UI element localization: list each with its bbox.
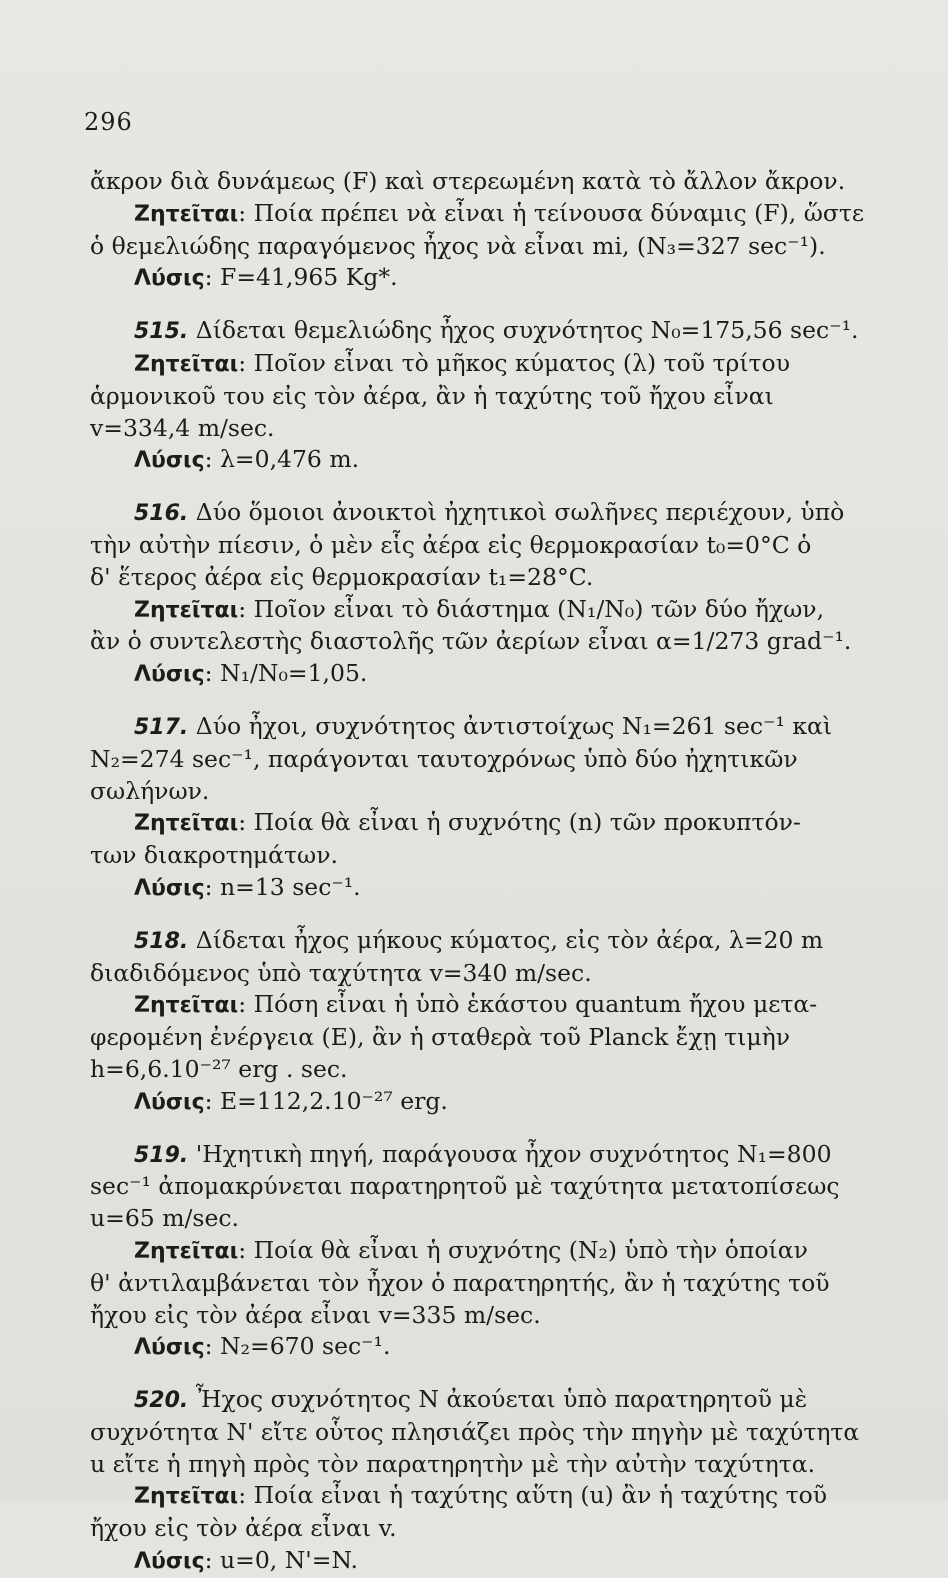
question-line: φερομένη ἐνέργεια (E), ἂν ἡ σταθερὰ τοῦ Planck ἔχῃ τιμὴν <box>90 1023 791 1052</box>
problem-line <box>90 315 870 348</box>
zeteitai-label: Ζητεῖται <box>134 811 239 837</box>
question-line <box>90 989 870 1022</box>
problem-number: 520. <box>134 1388 189 1414</box>
problem-text: Δύο ὅμοιοι ἀνοικτοὶ ἠχητικοὶ σωλῆνες περιέχουν, ὑπὸ <box>188 498 845 527</box>
question-line: h=6,6.10⁻²⁷ erg . sec. <box>90 1054 348 1083</box>
zeteitai-label: Ζητεῖται <box>134 597 239 623</box>
question-line: των διακροτημάτων. <box>90 841 338 870</box>
question-line <box>90 594 870 627</box>
page-number: 296 <box>84 108 133 136</box>
solution-line <box>90 1331 870 1364</box>
question-text: : Ποῖον εἶναι τὸ μῆκος κύματος (λ) τοῦ τρίτου <box>238 348 790 377</box>
problem-520 <box>90 1384 870 1578</box>
problem-number: 519. <box>134 1142 189 1168</box>
lysis-label: Λύσις <box>134 875 205 901</box>
zeteitai-label: Ζητεῖται <box>134 201 239 227</box>
problem-line: συχνότητα N' εἴτε οὗτος πλησιάζει πρὸς τὴν πηγὴν μὲ ταχύτητα <box>90 1417 860 1446</box>
zeteitai-label: Ζητεῖται <box>134 1238 239 1264</box>
problem-line: sec⁻¹ ἀπομακρύνεται παρατηρητοῦ μὲ ταχύτητα μετατοπίσεως <box>90 1172 840 1201</box>
solution-line <box>90 1545 870 1578</box>
problem-line: δ' ἕτερος ἀέρα εἰς θερμοκρασίαν t₁=28°C. <box>90 562 594 591</box>
question-line <box>90 807 870 840</box>
question-line: ἂν ὁ συντελεστὴς διαστολῆς τῶν ἀερίων εἶναι α=1/273 grad⁻¹. <box>90 627 852 656</box>
question-line: ἁρμονικοῦ του εἰς τὸν ἀέρα, ἂν ἡ ταχύτης τοῦ ἤχου εἶναι <box>90 381 774 410</box>
zeteitai-label: Ζητεῖται <box>134 351 239 377</box>
problem-number: 515. <box>134 319 189 345</box>
problem-text: Δίδεται ἦχος μήκους κύματος, εἰς τὸν ἀέρα, λ=20 m <box>188 925 824 954</box>
problem-line: σωλήνων. <box>90 776 210 805</box>
question-line <box>90 348 870 381</box>
problem-516 <box>90 497 870 691</box>
solution-line <box>90 1086 870 1119</box>
solution-text: : n=13 sec⁻¹. <box>204 872 361 901</box>
question-text: : Ποία πρέπει νὰ εἶναι ἡ τείνουσα δύναμις (F), ὥστε <box>238 198 865 227</box>
solution-text: : λ=0,476 m. <box>204 445 360 474</box>
problem-number: 517. <box>134 714 189 740</box>
problem-line <box>90 1384 870 1417</box>
question-text: : Ποία θὰ εἶναι ἡ συχνότης (N₂) ὑπὸ τὴν ὁποίαν <box>238 1235 808 1264</box>
problem-line: διαδιδόμενος ὑπὸ ταχύτητα v=340 m/sec. <box>90 958 592 987</box>
problem-515 <box>90 315 870 477</box>
problem-line <box>90 925 870 958</box>
lysis-label: Λύσις <box>134 1335 205 1361</box>
lysis-label: Λύσις <box>134 448 205 474</box>
question-line: θ' ἀντιλαμβάνεται τὸν ἦχον ὁ παρατηρητής, ἂν ἡ ταχύτης τοῦ <box>90 1268 830 1297</box>
question-line: ἤχου εἰς τὸν ἀέρα εἶναι v. <box>90 1514 397 1543</box>
problem-519 <box>90 1139 870 1365</box>
lysis-label: Λύσις <box>134 1549 205 1575</box>
solution-text: : F=41,965 Kg*. <box>204 263 398 292</box>
question-line: ἤχου εἰς τὸν ἀέρα εἶναι v=335 m/sec. <box>90 1300 541 1329</box>
problem-514-continuation <box>90 166 870 295</box>
problem-text: Ἦχος συχνότητος N ἀκούεται ὑπὸ παρατηρητοῦ μὲ <box>188 1385 808 1414</box>
solution-text: : u=0, N'=N. <box>204 1546 358 1575</box>
problem-518 <box>90 925 870 1119</box>
zeteitai-label: Ζητεῖται <box>134 993 239 1019</box>
problem-line: τὴν αὐτὴν πίεσιν, ὁ μὲν εἷς ἀέρα εἰς θερμοκρασίαν t₀=0°C ὁ <box>90 530 812 559</box>
lysis-label: Λύσις <box>134 1089 205 1115</box>
question-line: ὁ θεμελιώδης παραγόμενος ἦχος νὰ εἶναι mi, (N₃=327 sec⁻¹). <box>90 231 826 260</box>
solution-line <box>90 872 870 905</box>
solution-text: : E=112,2.10⁻²⁷ erg. <box>204 1086 448 1115</box>
problem-text: Δίδεται θεμελιώδης ἦχος συχνότητος N₀=175,56 sec⁻¹. <box>188 316 859 345</box>
problem-line: u=65 m/sec. <box>90 1204 239 1233</box>
question-line <box>90 198 870 231</box>
question-text: : Ποῖον εἶναι τὸ διάστημα (N₁/N₀) τῶν δύο ἤχων, <box>238 594 825 623</box>
problem-number: 518. <box>134 928 189 954</box>
question-text: : Ποία θὰ εἶναι ἡ συχνότης (n) τῶν προκυπτόν- <box>238 808 801 837</box>
problem-line <box>90 497 870 530</box>
solution-line <box>90 444 870 477</box>
problem-number: 516. <box>134 501 189 527</box>
lysis-label: Λύσις <box>134 266 205 292</box>
problem-line: u εἴτε ἡ πηγὴ πρὸς τὸν παρατηρητὴν μὲ τὴν αὐτὴν ταχύτητα. <box>90 1449 816 1478</box>
solution-text: : N₂=670 sec⁻¹. <box>204 1332 391 1361</box>
problem-517 <box>90 711 870 905</box>
problem-line: N₂=274 sec⁻¹, παράγονται ταυτοχρόνως ὑπὸ δύο ἠχητικῶν <box>90 744 798 773</box>
problem-text: Δύο ἦχοι, συχνότητος ἀντιστοίχως N₁=261 sec⁻¹ καὶ <box>188 711 833 740</box>
zeteitai-label: Ζητεῖται <box>134 1484 239 1510</box>
problem-line <box>90 711 870 744</box>
problem-text: 'Ηχητικὴ πηγή, παράγουσα ἦχον συχνότητος N₁=800 <box>188 1139 832 1168</box>
question-text: : Πόση εἶναι ἡ ὑπὸ ἑκάστου quantum ἤχου μετα- <box>238 990 818 1019</box>
question-line <box>90 1235 870 1268</box>
solution-line <box>90 658 870 691</box>
intro-line: ἄκρον διὰ δυνάμεως (F) καὶ στερεωμένη κατὰ τὸ ἄλλον ἄκρον. <box>90 167 846 195</box>
problem-line <box>90 1139 870 1172</box>
solution-line <box>90 262 870 295</box>
solution-text: : N₁/N₀=1,05. <box>204 659 368 688</box>
question-text: : Ποία εἶναι ἡ ταχύτης αὕτη (u) ἂν ἡ ταχύτης τοῦ <box>238 1481 828 1510</box>
page-body <box>90 166 870 1578</box>
lysis-label: Λύσις <box>134 662 205 688</box>
question-line <box>90 1480 870 1513</box>
question-line: v=334,4 m/sec. <box>90 413 275 442</box>
